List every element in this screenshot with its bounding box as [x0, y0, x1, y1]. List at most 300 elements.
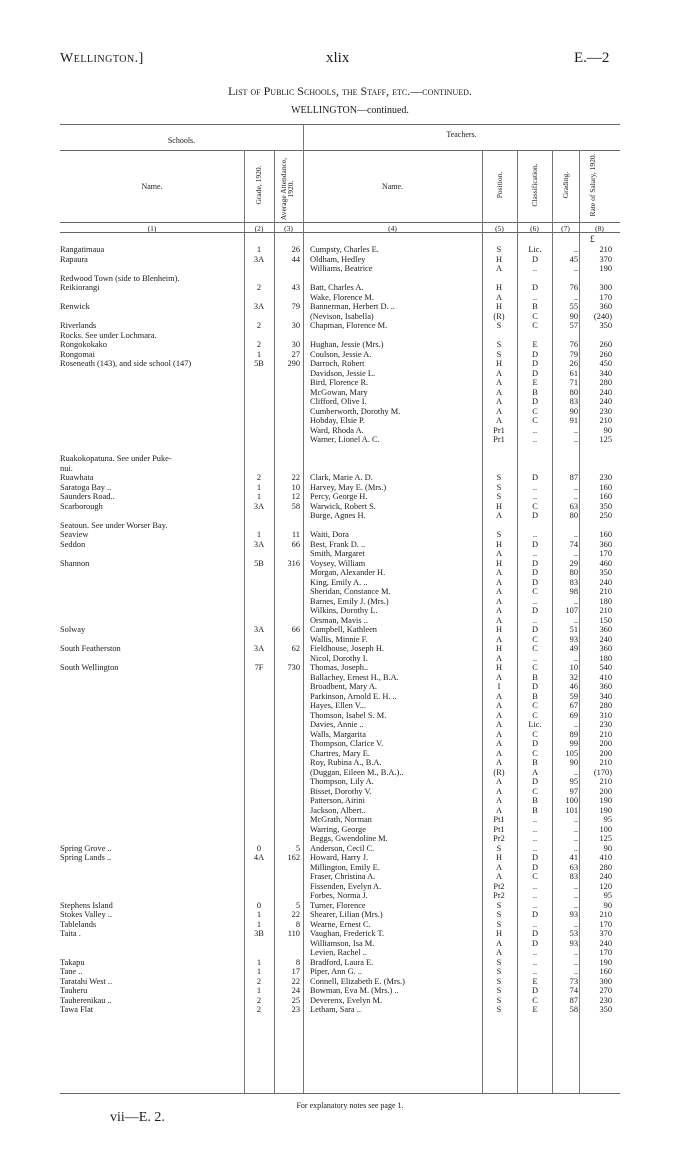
cell-teacher-name: Broadbent, Mary A. [310, 682, 377, 691]
cell-classification: D [531, 368, 539, 378]
cell-classification: .. [532, 948, 538, 957]
cell-classification: .. [532, 891, 538, 900]
cell-position: Pt2 [493, 881, 505, 891]
cell-classification: Lic. [528, 720, 542, 729]
table-row [0, 435, 700, 445]
cell-classification: D [531, 682, 539, 691]
cell-school-name: nui. [60, 463, 73, 473]
cell-salary: 170 [599, 948, 612, 957]
currency-symbol: £ [590, 234, 595, 244]
cell-grade: 0 [256, 900, 262, 910]
cell-attendance: 12 [291, 492, 300, 501]
cell-position: A [495, 387, 503, 397]
cell-grade: 5B [254, 359, 264, 368]
cell-position: A [495, 653, 503, 663]
table-row [0, 530, 700, 540]
cell-school-name: Ruakokopatuna. See under Puke- [60, 454, 172, 463]
cell-salary: 200 [599, 739, 612, 748]
table-body [0, 245, 700, 1015]
cell-grade: 3A [253, 644, 265, 653]
cell-salary: 170 [599, 292, 612, 302]
cell-grading: .. [573, 425, 578, 435]
cell-grading: .. [573, 720, 578, 729]
cell-position: A [495, 938, 503, 948]
cell-teacher-name: Clark, Marie A. D. [310, 473, 373, 482]
cell-grade: 1 [256, 957, 262, 967]
table-row [0, 397, 700, 407]
table-row [0, 901, 700, 911]
table-row [0, 331, 700, 341]
cell-salary: 350 [599, 568, 612, 577]
col-number: (4) [388, 224, 397, 233]
cell-classification: D [531, 539, 539, 549]
cell-salary: 360 [599, 625, 612, 634]
cell-attendance: 5 [295, 900, 300, 910]
cell-teacher-name: Best, Frank D. .. [310, 539, 366, 549]
cell-grading: 101 [565, 805, 578, 815]
cell-grading: .. [573, 948, 578, 957]
table-row [0, 749, 700, 759]
cell-salary: 190 [599, 805, 612, 815]
cell-grading: .. [573, 435, 578, 444]
cell-grading: 107 [565, 606, 578, 615]
cell-position: A [495, 606, 503, 615]
table-row [0, 445, 700, 455]
cell-grading: 76 [569, 340, 578, 349]
cell-teacher-name: Ballachey, Ernest H., B.A. [310, 672, 399, 682]
cell-salary: 360 [599, 302, 612, 311]
cell-salary: 200 [599, 748, 612, 758]
table-row [0, 758, 700, 768]
cell-position: A [495, 777, 503, 786]
cell-salary: 540 [599, 663, 612, 672]
cell-position: A [495, 596, 503, 606]
cell-classification: C [532, 748, 538, 758]
cell-attendance: 8 [295, 919, 300, 929]
cell-grading: .. [573, 596, 578, 606]
cell-salary: 210 [599, 587, 612, 596]
cell-grading: 83 [569, 577, 578, 587]
cell-grading: .. [573, 824, 578, 834]
cell-salary: 210 [599, 910, 612, 919]
cell-grading: 53 [569, 929, 578, 938]
cell-salary: 190 [599, 796, 612, 805]
col-number: (2) [254, 224, 264, 233]
header-top-rule [60, 124, 620, 125]
cell-classification: .. [532, 843, 538, 853]
col-head-teacher-name: Name. [381, 182, 404, 191]
table-row [0, 929, 700, 939]
cell-salary: 160 [599, 967, 612, 976]
cell-attendance: 5 [295, 843, 300, 853]
col-head-position: Position. [495, 171, 504, 199]
cell-attendance: 24 [291, 986, 300, 995]
cell-grading: .. [573, 900, 578, 910]
table-row [0, 891, 700, 901]
cell-classification: .. [532, 815, 538, 824]
cell-teacher-name: Ward, Rhoda A. [310, 425, 364, 435]
cell-salary: 190 [599, 957, 612, 967]
cell-grade: 2 [256, 976, 262, 986]
cell-attendance: 30 [291, 340, 300, 349]
cell-grading: 59 [569, 691, 578, 701]
cell-classification: .. [532, 492, 538, 501]
cell-teacher-name: McGowan, Mary [310, 387, 368, 397]
cell-position: H [495, 359, 503, 368]
cell-salary: 90 [603, 900, 612, 910]
cell-grading: 105 [565, 748, 578, 758]
cell-grading: 79 [569, 349, 578, 359]
cell-grading: .. [573, 881, 578, 891]
cell-classification: C [532, 634, 538, 644]
cell-salary: 150 [599, 615, 612, 625]
cell-salary: 180 [599, 653, 612, 663]
cell-classification: D [531, 853, 539, 862]
cell-classification: A [531, 767, 539, 777]
table-row [0, 872, 700, 882]
cell-salary: 300 [599, 283, 612, 292]
cell-classification: B [532, 758, 538, 767]
table-row [0, 701, 700, 711]
cell-position: S [496, 1005, 502, 1014]
cell-classification: C [532, 729, 538, 739]
cell-teacher-name: Piper, Ann G. .. [310, 967, 363, 976]
cell-attendance: 22 [291, 976, 300, 986]
footnote: For explanatory notes see page 1. [296, 1101, 404, 1110]
cell-attendance: 25 [291, 995, 300, 1005]
cell-teacher-name: Coulson, Jessie A. [310, 349, 372, 359]
cell-school-name: Redwood Town (side to Blenheim). [60, 273, 180, 283]
cell-position: A [495, 786, 503, 796]
cell-grade: 3B [254, 929, 264, 938]
cell-salary: 210 [599, 606, 612, 615]
cell-school-name: Tauherenikau .. [60, 995, 112, 1005]
cell-position: A [495, 805, 503, 815]
cell-grading: 90 [569, 406, 578, 416]
cell-grade: 1 [256, 482, 262, 492]
cell-salary: 260 [599, 340, 612, 349]
table-row [0, 350, 700, 360]
cell-grade: 0 [256, 843, 262, 853]
cell-position: S [496, 957, 502, 967]
cell-grading: 73 [569, 976, 578, 986]
cell-grade: 2 [256, 340, 262, 349]
cell-teacher-name: Shearer, Lilian (Mrs.) [310, 910, 383, 919]
cell-grading: .. [573, 530, 578, 539]
cell-teacher-name: Bisset, Dorothy V. [310, 786, 372, 796]
cell-salary: 350 [599, 1005, 612, 1014]
cell-school-name: Tawa Flat [60, 1005, 94, 1014]
cell-school-name: Rangatimaua [60, 245, 105, 254]
table-row [0, 616, 700, 626]
table-bottom-rule [60, 1093, 620, 1094]
cell-position: S [496, 919, 502, 929]
cell-grading: 90 [569, 311, 578, 321]
table-row [0, 492, 700, 502]
cell-teacher-name: Cumpsty, Charles E. [310, 245, 379, 254]
cell-teacher-name: Williams, Beatrice [310, 264, 373, 273]
table-row [0, 673, 700, 683]
cell-salary: 280 [599, 862, 612, 872]
cell-position: Pr1 [493, 435, 505, 444]
col-head-school-name: Name. [141, 182, 163, 191]
cell-position: (R) [493, 311, 505, 321]
cell-school-name: Tane .. [60, 967, 83, 976]
cell-position: H [495, 539, 503, 549]
table-row [0, 692, 700, 702]
cell-attendance: 79 [291, 302, 300, 311]
cell-grading: 45 [569, 254, 578, 264]
cell-grading: 83 [569, 397, 578, 406]
cell-salary: 230 [599, 473, 612, 482]
cell-teacher-name: Cumberworth, Dorothy M. [310, 406, 401, 416]
cell-teacher-name: Sheridan, Constance M. [310, 587, 391, 596]
table-row [0, 568, 700, 578]
cell-classification: .. [532, 435, 538, 444]
cell-classification: E [532, 976, 538, 986]
cell-classification: .. [532, 425, 538, 435]
cell-position: A [495, 634, 503, 644]
cell-grading: .. [573, 482, 578, 492]
cell-classification: D [531, 558, 539, 568]
cell-classification: C [532, 701, 538, 710]
cell-attendance: 110 [287, 929, 300, 938]
cell-grading: 93 [569, 938, 578, 948]
cell-position: S [496, 530, 502, 539]
page-code: vii—E. 2. [110, 1110, 165, 1125]
cell-grade: 2 [256, 283, 262, 292]
table-row [0, 483, 700, 493]
table-row [0, 549, 700, 559]
table-row [0, 777, 700, 787]
cell-classification: E [532, 1005, 538, 1014]
table-row [0, 967, 700, 977]
cell-salary: 170 [599, 549, 612, 558]
cell-school-name: Tablelands [60, 919, 97, 929]
cell-classification: D [531, 938, 539, 948]
cell-position: H [495, 663, 503, 672]
cell-classification: E [532, 340, 538, 349]
cell-teacher-name: Wake, Florence M. [310, 292, 374, 302]
cell-teacher-name: Davidson, Jessie L. [310, 368, 376, 378]
table-row [0, 416, 700, 426]
cell-classification: C [532, 321, 538, 330]
cell-classification: B [532, 302, 538, 311]
cell-grading: .. [573, 815, 578, 824]
cell-attendance: 43 [291, 283, 300, 292]
cell-position: H [495, 853, 503, 862]
cell-classification: .. [532, 834, 538, 843]
cell-classification: .. [532, 530, 538, 539]
table-row [0, 369, 700, 379]
cell-salary: 90 [603, 425, 612, 435]
cell-classification: D [531, 283, 539, 292]
table-row [0, 663, 700, 673]
table-row [0, 910, 700, 920]
cell-teacher-name: Fraser, Christina A. [310, 872, 376, 881]
cell-salary: 360 [599, 539, 612, 549]
cell-attendance: 17 [291, 967, 300, 976]
cell-grading: 98 [569, 587, 578, 596]
cell-salary: 450 [599, 359, 612, 368]
cell-grading: .. [573, 834, 578, 843]
cell-position: S [496, 473, 502, 482]
cell-position: S [496, 843, 502, 853]
cell-grading: 80 [569, 511, 578, 520]
table-row [0, 559, 700, 569]
cell-position: H [495, 929, 503, 938]
cell-salary: 180 [599, 596, 612, 606]
cell-classification: C [532, 995, 538, 1005]
cell-classification: B [532, 387, 538, 397]
cell-salary: 95 [603, 891, 612, 900]
cell-classification: B [532, 805, 538, 815]
cell-position: A [495, 587, 503, 596]
cell-grading: 99 [569, 739, 578, 748]
cell-position: H [495, 254, 503, 264]
cell-salary: 240 [599, 872, 612, 881]
cell-position: I [497, 682, 501, 691]
cell-position: A [495, 397, 503, 406]
cell-attendance: 44 [291, 254, 300, 264]
cell-school-name: Saunders Road.. [60, 492, 115, 501]
cell-position: H [495, 625, 503, 634]
cell-teacher-name: Bannerman, Herbert D. .. [310, 302, 395, 311]
cell-classification: C [532, 501, 538, 511]
cell-teacher-name: (Nevison, Isabella) [310, 311, 374, 321]
cell-classification: .. [532, 824, 538, 834]
cell-position: H [495, 558, 503, 568]
cell-teacher-name: Patterson, Airini [310, 796, 365, 805]
cell-salary: 280 [599, 701, 612, 710]
cell-school-name: Tauheru [60, 986, 88, 995]
cell-grading: 57 [569, 321, 578, 330]
table-row [0, 863, 700, 873]
cell-teacher-name: Clifford, Olive I. [310, 397, 367, 406]
cell-position: A [495, 862, 503, 872]
cell-grading: .. [573, 653, 578, 663]
cell-grading: 26 [569, 359, 578, 368]
cell-teacher-name: Williamson, Isa M. [310, 938, 375, 948]
cell-teacher-name: Smith, Margaret [310, 549, 365, 558]
table-row [0, 654, 700, 664]
cell-school-name: Roseneath (143), and side school (147) [60, 359, 192, 368]
table-row [0, 682, 700, 692]
cell-grade: 1 [256, 245, 262, 254]
cell-classification: .. [532, 957, 538, 967]
document-code: E.—2 [574, 50, 610, 66]
col-head-classification: Classification. [530, 163, 539, 207]
cell-classification: D [531, 862, 539, 872]
table-row [0, 853, 700, 863]
cell-position: A [495, 577, 503, 587]
table-row [0, 834, 700, 844]
table-row [0, 996, 700, 1006]
cell-grading: 29 [569, 558, 578, 568]
cell-school-name: Scarborough [60, 501, 103, 511]
cell-grading: 93 [569, 910, 578, 919]
cell-classification: D [531, 777, 539, 786]
cell-grading: 51 [569, 625, 578, 634]
cell-school-name: Spring Grove .. [60, 843, 112, 853]
table-row [0, 806, 700, 816]
cell-salary: (240) [593, 311, 612, 321]
cell-grading: .. [573, 957, 578, 967]
cell-teacher-name: Hayes, Ellen V... [310, 701, 366, 710]
cell-grading: 46 [569, 682, 578, 691]
cell-classification: D [531, 739, 539, 748]
cell-teacher-name: Thompson, Lily A. [310, 777, 374, 786]
cell-school-name: Taita . [60, 929, 81, 938]
cell-attendance: 22 [291, 910, 300, 919]
cell-grading: .. [573, 891, 578, 900]
cell-position: H [495, 302, 503, 311]
cell-salary: 200 [599, 786, 612, 796]
cell-teacher-name: McGrath, Norman [310, 815, 372, 824]
cell-teacher-name: Voysey, William [310, 558, 366, 568]
table-row [0, 882, 700, 892]
cell-salary: 210 [599, 758, 612, 767]
table-row [0, 359, 700, 369]
table-row [0, 939, 700, 949]
cell-grading: 63 [569, 862, 578, 872]
cell-grade: 1 [256, 919, 262, 929]
cell-classification: .. [532, 615, 538, 625]
cell-school-name: Ruawhata [60, 473, 94, 482]
cell-position: A [495, 378, 503, 387]
cell-classification: .. [532, 653, 538, 663]
cell-position: A [495, 264, 503, 273]
cell-teacher-name: Campbell, Kathleen [310, 625, 377, 634]
table-row [0, 473, 700, 483]
cell-classification: .. [532, 482, 538, 492]
cell-classification: .. [532, 292, 538, 302]
table-row [0, 312, 700, 322]
cell-salary: 125 [599, 435, 612, 444]
cell-teacher-name: Roy, Rubina A., B.A. [310, 758, 382, 767]
cell-grading: 69 [569, 710, 578, 720]
cell-teacher-name: Wearne, Ernest C. [310, 919, 371, 929]
cell-position: A [495, 729, 503, 739]
cell-school-name: Seaview [60, 530, 89, 539]
cell-position: Pt1 [493, 824, 505, 834]
cell-teacher-name: Wilkins, Dorothy L. [310, 606, 378, 615]
cell-position: S [496, 349, 502, 359]
cell-position: A [495, 872, 503, 881]
cell-classification: D [531, 910, 539, 919]
cell-grading: 97 [569, 786, 578, 796]
cell-grading: 55 [569, 302, 578, 311]
table-row [0, 502, 700, 512]
cell-grading: .. [573, 919, 578, 929]
cell-salary: 170 [599, 919, 612, 929]
cell-attendance: 30 [291, 321, 300, 330]
table-row [0, 388, 700, 398]
cell-salary: 95 [603, 815, 612, 824]
cell-classification: C [532, 663, 538, 672]
cell-teacher-name: Percy, George H. [310, 492, 368, 501]
cell-classification: D [531, 359, 539, 368]
cell-position: A [495, 720, 503, 729]
col-number: (8) [595, 224, 604, 233]
cell-position: A [495, 948, 503, 957]
cell-position: A [495, 796, 503, 805]
cell-salary: 240 [599, 397, 612, 406]
cell-position: A [495, 701, 503, 710]
cell-teacher-name: (Duggan, Eileen M., B.A.).. [310, 767, 404, 777]
cell-school-name: Taratahi West .. [60, 976, 113, 986]
cell-classification: C [532, 710, 538, 720]
